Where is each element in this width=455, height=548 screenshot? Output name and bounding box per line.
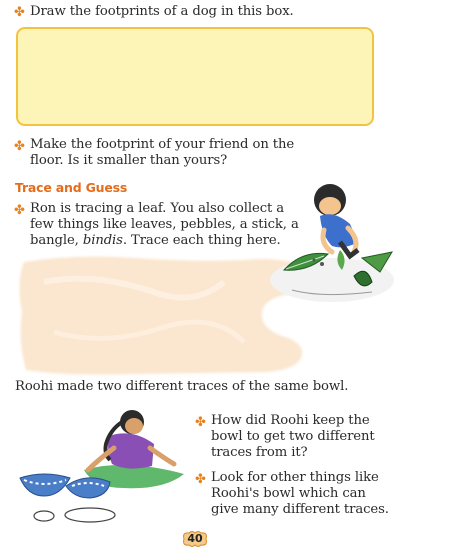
instruction-tracing-line3 bbox=[30, 233, 281, 250]
roohi-statement: Roohi made two different traces of the same bowl. bbox=[15, 379, 349, 394]
bullet-icon: ✤ bbox=[14, 139, 25, 154]
instruction-tracing-line2: few things like leaves, pebbles, a stick, a bbox=[30, 217, 299, 232]
bullet-icon: ✤ bbox=[195, 472, 206, 487]
question-roohi-bowl-line1: How did Roohi keep the bbox=[211, 413, 370, 428]
boy-tracing-leaf-illustration bbox=[262, 180, 402, 310]
instruction-friend-footprint-line2: floor. Is it smaller than yours? bbox=[30, 153, 228, 168]
question-other-things-line1: Look for other things like bbox=[211, 470, 379, 485]
page-number-badge bbox=[180, 530, 210, 548]
instruction-draw-footprints: Draw the footprints of a dog in this box. bbox=[30, 4, 294, 19]
section-heading: Trace and Guess bbox=[15, 180, 128, 195]
bullet-icon: ✤ bbox=[14, 203, 25, 218]
question-roohi-bowl-line3: traces from it? bbox=[211, 445, 308, 460]
instruction-tracing-line1: Ron is tracing a leaf. You also collect a bbox=[30, 201, 285, 216]
question-other-things-line2: Roohi's bowl which can bbox=[211, 486, 366, 501]
text-segment: bangle, bbox=[30, 233, 83, 248]
page-number: 40 bbox=[187, 532, 203, 545]
girl-with-bowls-illustration bbox=[14, 400, 194, 528]
question-other-things-line3: give many different traces. bbox=[211, 502, 389, 517]
drawing-box[interactable] bbox=[16, 27, 374, 126]
bullet-icon: ✤ bbox=[195, 415, 206, 430]
bindis-word: bindis bbox=[82, 233, 123, 248]
question-roohi-bowl-line2: bowl to get two different bbox=[211, 429, 375, 444]
bullet-icon: ✤ bbox=[14, 5, 25, 20]
instruction-friend-footprint-line1: Make the footprint of your friend on the bbox=[30, 137, 295, 152]
text-segment: . Trace each thing here. bbox=[122, 233, 281, 248]
